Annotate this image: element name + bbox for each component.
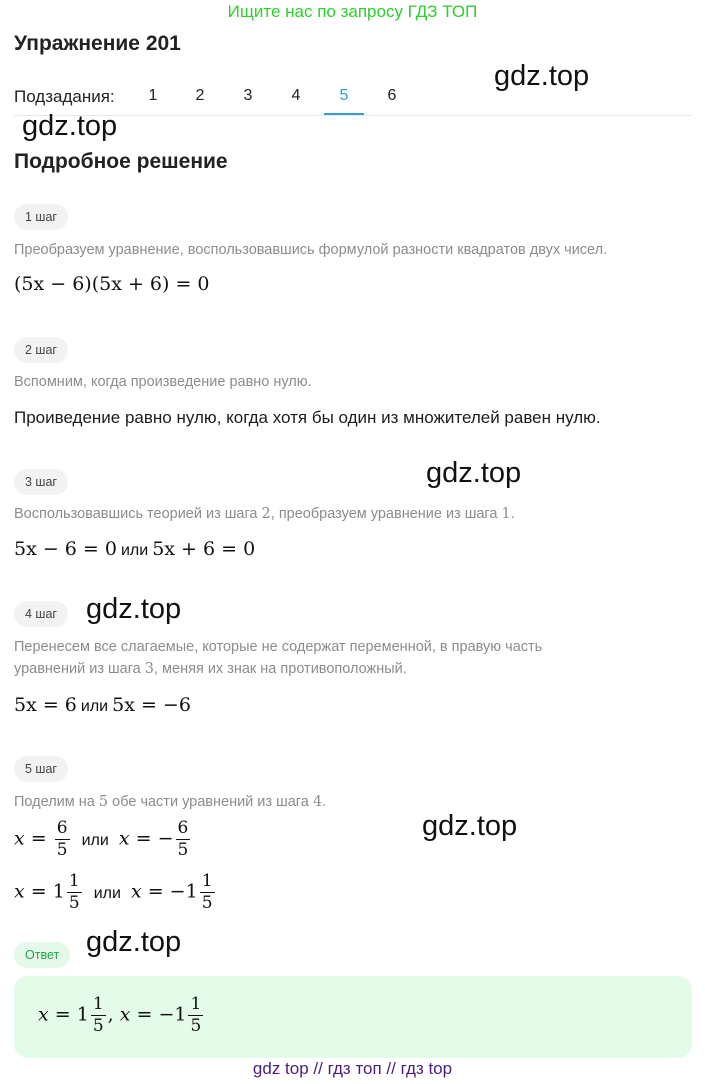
step-3-note	[14, 503, 694, 525]
watermark: gdz.top	[22, 110, 118, 142]
section-title: Подробное решение	[14, 150, 228, 173]
tab-subtask-2[interactable]: 2	[195, 87, 205, 104]
step-5-note	[14, 791, 694, 813]
step-4-note-line-2-a: уравнений из шага	[14, 661, 141, 677]
watermark: gdz.top	[426, 457, 522, 489]
watermark: gdz.top	[86, 926, 182, 958]
step-3-or: или	[120, 542, 149, 559]
step-1-note: Преобразуем уравнение, воспользовавшись формулой разности квадратов двух чисел.	[14, 242, 608, 258]
fraction: $\frac{1}{5}$	[201, 871, 213, 913]
step-4-note-line-2	[14, 658, 694, 680]
page-title: Упражнение 201	[14, 32, 181, 55]
step-2-badge: 2 шаг	[14, 337, 68, 363]
top-banner: Ищите нас по запросу ГДЗ ТОП	[227, 2, 478, 21]
answer-box	[14, 976, 692, 1058]
fraction: $\frac{1}{5}$	[92, 994, 104, 1036]
step-3-note-a: Воспользовавшись теорией из шага	[14, 506, 258, 522]
step-5-note-number: 5	[98, 794, 109, 810]
step-4-or: или	[80, 698, 109, 715]
step-3-note-number-2: 1	[501, 506, 511, 522]
step-5-note-a: Поделим на	[14, 794, 95, 810]
step-4-formula	[14, 694, 191, 716]
step-5-formula-1: x = $\frac{6}{5}$ или x = − $\frac{6}{5}$	[14, 818, 189, 860]
step-4-note	[14, 636, 694, 680]
step-5-or-1: или	[81, 831, 109, 849]
step-3-lhs: 5x − 6 = 0	[14, 538, 117, 560]
answer-badge: Ответ	[14, 942, 70, 968]
step-5-note-b: обе части уравнений из шага	[112, 794, 309, 810]
step-3-badge: 3 шаг	[14, 469, 68, 495]
fraction: $\frac{6}{5}$	[177, 818, 189, 860]
footer-links[interactable]: gdz top // гдз топ // гдз top	[252, 1059, 453, 1078]
step-5-formula-2: x = 1 $\frac{1}{5}$ или x = −1 $\frac{1}{5}$	[14, 871, 213, 913]
step-5-badge: 5 шаг	[14, 756, 68, 782]
step-4-lhs: 5x = 6	[14, 694, 77, 716]
step-5-note-c: .	[322, 794, 327, 810]
step-3-note-number: 2	[261, 506, 271, 522]
step-3-note-b: , преобразуем уравнение из шага	[270, 506, 498, 522]
tab-subtask-6[interactable]: 6	[387, 87, 397, 104]
tab-subtask-5[interactable]: 5	[339, 87, 349, 104]
step-4-note-line-2-b: , меняя их знак на противоположный.	[154, 661, 407, 677]
step-2-text: Проиведение равно нулю, когда хотя бы один из множителей равен нулю.	[14, 408, 601, 427]
tab-subtask-1[interactable]: 1	[148, 87, 158, 104]
step-2-note: Вспомним, когда произведение равно нулю.	[14, 374, 312, 390]
step-3-note-c: .	[510, 506, 515, 522]
step-4-note-number: 3	[144, 661, 154, 677]
watermark: gdz.top	[422, 810, 518, 842]
subtasks-label: Подзадания:	[14, 87, 115, 106]
watermark: gdz.top	[494, 60, 590, 92]
step-5-note-number-2: 4	[312, 794, 323, 810]
step-5-or-2: или	[93, 884, 121, 902]
active-tab-indicator	[324, 113, 364, 115]
answer-formula: x = 1 $\frac{1}{5}$ , x = −1 $\frac{1}{5}$	[38, 994, 202, 1036]
fraction: $\frac{1}{5}$	[68, 871, 80, 913]
step-1-badge: 1 шаг	[14, 204, 68, 230]
watermark: gdz.top	[86, 593, 182, 625]
step-3-formula	[14, 538, 255, 560]
tab-subtask-3[interactable]: 3	[243, 87, 253, 104]
step-4-badge: 4 шаг	[14, 601, 68, 627]
tab-subtask-4[interactable]: 4	[291, 87, 301, 104]
fraction: $\frac{1}{5}$	[190, 994, 202, 1036]
step-4-rhs: 5x = −6	[112, 694, 191, 716]
step-3-rhs: 5x + 6 = 0	[152, 538, 256, 560]
step-4-note-line-1: Перенесем все слагаемые, которые не содержат переменной, в правую часть	[14, 639, 543, 655]
fraction: $\frac{6}{5}$	[56, 818, 68, 860]
step-1-formula: (5x − 6)(5x + 6) = 0	[14, 273, 210, 295]
